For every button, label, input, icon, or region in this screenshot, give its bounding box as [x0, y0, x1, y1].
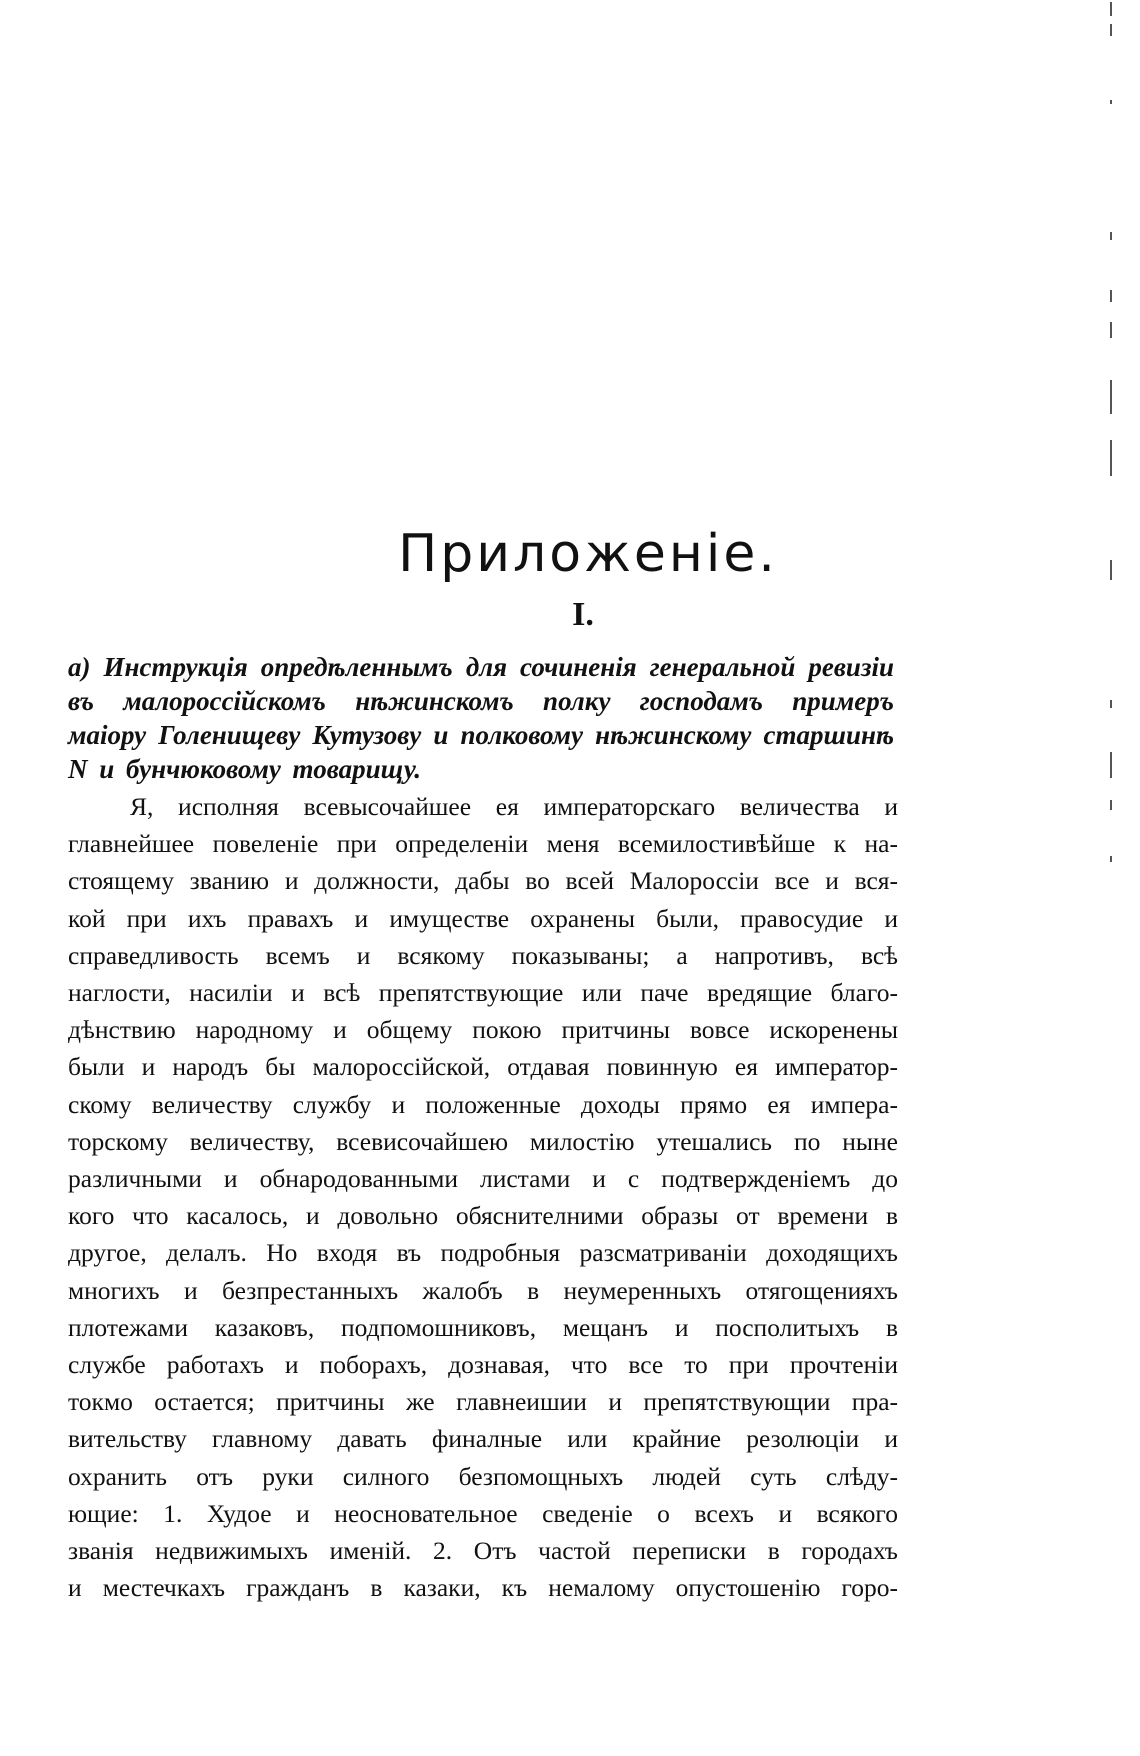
body-line: скому величеству службу и положенные доходы прямо ея импера-	[68, 1089, 898, 1119]
body-line: Я, исполняя всевысочайшее ея императорскаго величества и	[130, 792, 898, 821]
body-line: званія недвижимыхъ именій. 2. Отъ частой переписки в городахъ	[68, 1536, 898, 1566]
body-line: охранить отъ руки силного безпомощныхъ людей суть слѣду-	[68, 1461, 898, 1491]
page-title: Приложеніе.	[398, 524, 778, 584]
section-number: I.	[572, 596, 594, 633]
body-line: главнейшее повеленіе при определеніи меня всемилостивѣйше к на-	[68, 829, 898, 859]
section-heading: а) Инструкція опредѣленнымъ для сочиненія генеральной ревизіи въ малороссійскомъ нѣжинскомъ полку господамъ примеръ маіору Голенищеву Кутузову и полковому нѣжинскому старшинѣ N и бунчюковому товарищу.	[68, 652, 894, 784]
body-line: вительству главному давать финалные или крайние резолюціи и	[68, 1424, 898, 1454]
body-line: наглости, насиліи и всѣ препятствующие или паче вредящие благо-	[68, 978, 898, 1008]
body-line: многихъ и безпрестанныхъ жалобъ в неумеренныхъ отягощенияхъ	[68, 1275, 898, 1305]
body-line: стоящему званию и должности, дабы во всей Малороссіи все и вся-	[68, 866, 898, 896]
body-line: различными и обнародованными листами и с подтвержденіемъ до	[68, 1164, 898, 1194]
body-line: дѣнствию народному и общему покою притчины вовсе искоренены	[68, 1015, 898, 1045]
body-line: ющие: 1. Худое и неосновательное сведеніе о всехъ и всякого	[68, 1498, 898, 1528]
body-line: торскому величеству, всевисочайшею милостію утешались по ныне	[68, 1126, 898, 1156]
scan-edge-marks	[1110, 0, 1116, 1000]
body-line: плотежами казаковъ, подпомошниковъ, мещанъ и посполитыхъ в	[68, 1312, 898, 1342]
body-line: кой при ихъ правахъ и имуществе охранены были, правосудие и	[68, 903, 898, 933]
body-line: службе работахъ и поборахъ, дознавая, что все то при прочтеніи	[68, 1350, 898, 1380]
body-line: справедливость всемъ и всякому показываны; а напротивъ, всѣ	[68, 940, 898, 970]
body-line: были и народъ бы малороссійской, отдавая повинную ея император-	[68, 1052, 898, 1082]
body-line: и местечкахъ гражданъ в казаки, къ немалому опустошенію горо-	[68, 1573, 898, 1603]
body-line: другое, делалъ. Но входя въ подробныя разсматриваніи доходящихъ	[68, 1238, 898, 1268]
body-line: токмо остается; притчины же главнеишии и препятствующии пра-	[68, 1387, 898, 1417]
body-line: кого что касалось, и довольно обяснителними образы от времени в	[68, 1201, 898, 1231]
body-text	[68, 788, 898, 1606]
